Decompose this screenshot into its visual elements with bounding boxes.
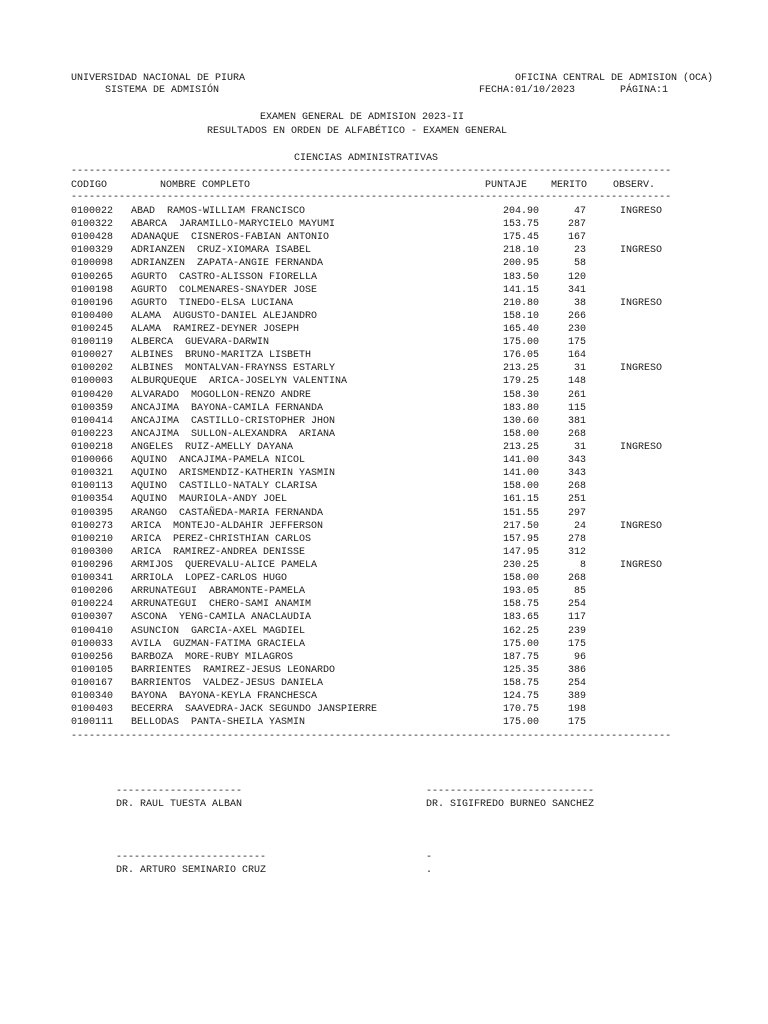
- cell-score: 158.00: [502, 481, 539, 493]
- cell-code: 0100033: [71, 638, 114, 650]
- office-name: OFICINA CENTRAL DE ADMISION (OCA): [515, 73, 714, 84]
- results-title: RESULTADOS EN ORDEN DE ALFABÉTICO - EXAMEN GENERAL: [207, 126, 508, 137]
- signature-line-3: -------------------------: [116, 852, 267, 863]
- cell-observation: INGRESO: [620, 297, 663, 309]
- cell-score: 213.25: [502, 363, 539, 375]
- cell-rank: 266: [567, 310, 586, 322]
- cell-name: ALBINES BRUNO-MARITZA LISBETH: [131, 350, 312, 362]
- cell-score: 141.15: [502, 284, 539, 296]
- cell-rank: 386: [567, 664, 586, 676]
- cell-score: 147.95: [502, 546, 539, 558]
- cell-name: BECERRA SAAVEDRA-JACK SEGUNDO JANSPIERRE: [131, 704, 378, 716]
- cell-observation: INGRESO: [620, 559, 663, 571]
- cell-name: ANCAJIMA BAYONA-CAMILA FERNANDA: [131, 402, 324, 414]
- cell-score: 157.95: [502, 533, 539, 545]
- cell-score: 187.75: [502, 651, 539, 663]
- system-name: SISTEMA DE ADMISIÓN: [105, 85, 220, 96]
- cell-rank: 117: [567, 612, 586, 624]
- table-row: [0, 559, 768, 572]
- cell-score: 158.75: [502, 599, 539, 611]
- cell-rank: 268: [567, 428, 586, 440]
- cell-score: 193.05: [502, 586, 539, 598]
- cell-code: 0100105: [71, 664, 114, 676]
- cell-rank: 341: [567, 284, 586, 296]
- cell-score: 175.00: [502, 337, 539, 349]
- cell-score: 158.00: [502, 573, 539, 585]
- cell-rank: 268: [567, 573, 586, 585]
- cell-rank: 47: [573, 206, 586, 217]
- cell-name: BAYONA BAYONA-KEYLA FRANCHESCA: [131, 691, 318, 703]
- column-rank-header: MERITO: [551, 180, 588, 191]
- cell-name: ALBERCA GUEVARA-DARWIN: [131, 337, 270, 349]
- cell-code: 0100196: [71, 297, 114, 309]
- cell-rank: 343: [567, 468, 586, 480]
- program-title: CIENCIAS ADMINISTRATIVAS: [294, 153, 439, 164]
- cell-score: 161.15: [502, 494, 539, 506]
- table-row: [0, 402, 768, 415]
- cell-rank: 343: [567, 455, 586, 467]
- cell-name: AQUINO MAURIOLA-ANDY JOEL: [131, 494, 288, 506]
- table-row: [0, 205, 768, 218]
- cell-rank: 389: [567, 691, 586, 703]
- cell-code: 0100273: [71, 520, 114, 532]
- cell-rank: 198: [567, 704, 586, 716]
- cell-score: 218.10: [502, 245, 539, 257]
- cell-score: 183.80: [502, 402, 539, 414]
- cell-rank: 381: [567, 415, 586, 427]
- cell-score: 158.10: [502, 310, 539, 322]
- table-row: [0, 467, 768, 480]
- cell-score: 141.00: [502, 468, 539, 480]
- cell-rank: 268: [567, 481, 586, 493]
- table-row: [0, 533, 768, 546]
- cell-code: 0100359: [71, 402, 114, 414]
- table-row: [0, 546, 768, 559]
- cell-name: ABAD RAMOS-WILLIAM FRANCISCO: [131, 206, 306, 217]
- table-row: [0, 257, 768, 270]
- table-row: [0, 362, 768, 375]
- cell-code: 0100223: [71, 428, 114, 440]
- cell-name: ARRUNATEGUI CHERO-SAMI ANAMIM: [131, 599, 312, 611]
- cell-name: ARMIJOS QUEREVALU-ALICE PAMELA: [131, 559, 318, 571]
- cell-rank: 278: [567, 533, 586, 545]
- cell-code: 0100265: [71, 271, 114, 283]
- column-score-header: PUNTAJE: [485, 180, 528, 191]
- cell-name: ANGELES RUIZ-AMELLY DAYANA: [131, 441, 294, 453]
- cell-name: AGURTO TINEDO-ELSA LUCIANA: [131, 297, 294, 309]
- table-row: [0, 598, 768, 611]
- signatory-4: .: [426, 865, 433, 876]
- cell-code: 0100167: [71, 677, 114, 689]
- cell-name: AQUINO ANCAJIMA-PAMELA NICOL: [131, 455, 306, 467]
- cell-score: 130.60: [502, 415, 539, 427]
- cell-score: 151.55: [502, 507, 539, 519]
- table-row: [0, 572, 768, 585]
- table-row: [0, 493, 768, 506]
- cell-code: 0100395: [71, 507, 114, 519]
- cell-observation: INGRESO: [620, 245, 663, 257]
- cell-name: AGURTO COLMENARES-SNAYDER JOSE: [131, 284, 318, 296]
- signatory-1: DR. RAUL TUESTA ALBAN: [116, 799, 243, 810]
- table-row: [0, 244, 768, 257]
- cell-code: 0100414: [71, 415, 114, 427]
- cell-code: 0100256: [71, 651, 114, 663]
- table-row: [0, 218, 768, 231]
- cell-code: 0100113: [71, 481, 114, 493]
- cell-rank: 297: [567, 507, 586, 519]
- cell-name: ASUNCION GARCIA-AXEL MAGDIEL: [131, 625, 306, 637]
- cell-code: 0100022: [71, 206, 114, 217]
- cell-name: ALAMA RAMIREZ-DEYNER JOSEPH: [131, 323, 300, 335]
- cell-name: BELLODAS PANTA-SHEILA YASMIN: [131, 717, 306, 729]
- cell-rank: 85: [573, 586, 586, 598]
- cell-rank: 175: [567, 638, 586, 650]
- report-date: FECHA:01/10/2023: [479, 85, 576, 96]
- cell-score: 204.90: [502, 206, 539, 217]
- cell-code: 0100066: [71, 455, 114, 467]
- cell-code: 0100206: [71, 586, 114, 598]
- cell-score: 170.75: [502, 704, 539, 716]
- cell-observation: INGRESO: [620, 363, 663, 375]
- header-rule-top: ----------------------------------------------------------------------------------------------------: [71, 166, 672, 177]
- cell-code: 0100307: [71, 612, 114, 624]
- cell-score: 165.40: [502, 323, 539, 335]
- cell-score: 176.05: [502, 350, 539, 362]
- page-number: PÁGINA:1: [620, 85, 669, 96]
- cell-name: BARRIENTES RAMIREZ-JESUS LEONARDO: [131, 664, 336, 676]
- signatory-3: DR. ARTURO SEMINARIO CRUZ: [116, 865, 267, 876]
- cell-rank: 230: [567, 323, 586, 335]
- table-row: [0, 480, 768, 493]
- cell-code: 0100428: [71, 232, 114, 244]
- cell-code: 0100420: [71, 389, 114, 401]
- cell-rank: 312: [567, 546, 586, 558]
- cell-code: 0100300: [71, 546, 114, 558]
- cell-rank: 254: [567, 677, 586, 689]
- cell-code: 0100321: [71, 468, 114, 480]
- cell-score: 213.25: [502, 441, 539, 453]
- cell-name: AVILA GUZMAN-FATIMA GRACIELA: [131, 638, 306, 650]
- header-rule-bottom: ----------------------------------------------------------------------------------------------------: [71, 192, 672, 203]
- cell-rank: 8: [579, 559, 586, 571]
- table-row: [0, 389, 768, 402]
- cell-rank: 167: [567, 232, 586, 244]
- cell-code: 0100400: [71, 310, 114, 322]
- cell-name: ARICA PEREZ-CHRISTHIAN CARLOS: [131, 533, 312, 545]
- cell-name: ALBURQUEQUE ARICA-JOSELYN VALENTINA: [131, 376, 348, 388]
- cell-code: 0100111: [71, 717, 114, 729]
- column-code-header: CODIGO: [71, 180, 108, 191]
- table-row: [0, 231, 768, 244]
- university-name: UNIVERSIDAD NACIONAL DE PIURA: [71, 73, 246, 84]
- cell-observation: INGRESO: [620, 206, 663, 217]
- cell-rank: 120: [567, 271, 586, 283]
- cell-code: 0100296: [71, 559, 114, 571]
- cell-rank: 148: [567, 376, 586, 388]
- table-row: [0, 625, 768, 638]
- cell-rank: 175: [567, 717, 586, 729]
- signature-line-1: ---------------------: [116, 786, 243, 797]
- table-row: [0, 375, 768, 388]
- table-row: [0, 271, 768, 284]
- cell-name: AQUINO CASTILLO-NATALY CLARISA: [131, 481, 318, 493]
- table-row: [0, 520, 768, 533]
- cell-name: BARBOZA MORE-RUBY MILAGROS: [131, 651, 294, 663]
- cell-name: ARRIOLA LOPEZ-CARLOS HUGO: [131, 573, 288, 585]
- cell-code: 0100003: [71, 376, 114, 388]
- results-table-body: [0, 205, 768, 729]
- table-row: [0, 611, 768, 624]
- cell-rank: 31: [573, 441, 586, 453]
- cell-score: 158.75: [502, 677, 539, 689]
- cell-code: 0100340: [71, 691, 114, 703]
- cell-name: ANCAJIMA CASTILLO-CRISTOPHER JHON: [131, 415, 336, 427]
- cell-score: 183.50: [502, 271, 539, 283]
- cell-name: ARICA RAMIREZ-ANDREA DENISSE: [131, 546, 306, 558]
- table-row: [0, 664, 768, 677]
- cell-rank: 164: [567, 350, 586, 362]
- cell-code: 0100410: [71, 625, 114, 637]
- table-row: [0, 716, 768, 729]
- cell-rank: 287: [567, 219, 586, 231]
- signatory-2: DR. SIGIFREDO BURNEO SANCHEZ: [426, 799, 595, 810]
- cell-name: ADANAQUE CISNEROS-FABIAN ANTONIO: [131, 232, 330, 244]
- table-rule-bottom: ----------------------------------------------------------------------------------------------------: [71, 731, 672, 742]
- cell-rank: 96: [573, 651, 586, 663]
- cell-rank: 251: [567, 494, 586, 506]
- cell-score: 210.80: [502, 297, 539, 309]
- cell-name: ABARCA JARAMILLO-MARYCIELO MAYUMI: [131, 219, 336, 231]
- table-row: [0, 651, 768, 664]
- cell-rank: 58: [573, 258, 586, 270]
- cell-name: ARICA MONTEJO-ALDAHIR JEFFERSON: [131, 520, 324, 532]
- cell-name: ANCAJIMA SULLON-ALEXANDRA ARIANA: [131, 428, 336, 440]
- cell-code: 0100198: [71, 284, 114, 296]
- table-row: [0, 415, 768, 428]
- table-row: [0, 690, 768, 703]
- cell-name: ADRIANZEN CRUZ-XIOMARA ISABEL: [131, 245, 312, 257]
- table-row: [0, 284, 768, 297]
- table-row: [0, 336, 768, 349]
- cell-rank: 24: [573, 520, 586, 532]
- cell-score: 158.30: [502, 389, 539, 401]
- cell-score: 158.00: [502, 428, 539, 440]
- cell-code: 0100341: [71, 573, 114, 585]
- exam-title: EXAMEN GENERAL DE ADMISION 2023-II: [260, 112, 465, 123]
- signature-line-2: ----------------------------: [426, 786, 595, 797]
- table-row: [0, 323, 768, 336]
- cell-rank: 261: [567, 389, 586, 401]
- cell-code: 0100329: [71, 245, 114, 257]
- cell-score: 179.25: [502, 376, 539, 388]
- cell-score: 125.35: [502, 664, 539, 676]
- table-row: [0, 441, 768, 454]
- cell-code: 0100403: [71, 704, 114, 716]
- cell-score: 124.75: [502, 691, 539, 703]
- table-row: [0, 297, 768, 310]
- table-row: [0, 349, 768, 362]
- column-name-header: NOMBRE COMPLETO: [160, 180, 251, 191]
- cell-observation: INGRESO: [620, 520, 663, 532]
- cell-code: 0100119: [71, 337, 114, 349]
- table-row: [0, 703, 768, 716]
- cell-rank: 175: [567, 337, 586, 349]
- cell-rank: 38: [573, 297, 586, 309]
- cell-code: 0100218: [71, 441, 114, 453]
- cell-rank: 23: [573, 245, 586, 257]
- cell-name: ADRIANZEN ZAPATA-ANGIE FERNANDA: [131, 258, 324, 270]
- cell-rank: 31: [573, 363, 586, 375]
- cell-score: 153.75: [502, 219, 539, 231]
- signature-line-4: -: [426, 852, 433, 863]
- cell-observation: INGRESO: [620, 441, 663, 453]
- cell-score: 200.95: [502, 258, 539, 270]
- cell-score: 183.65: [502, 612, 539, 624]
- cell-score: 175.45: [502, 232, 539, 244]
- cell-score: 230.25: [502, 559, 539, 571]
- table-row: [0, 585, 768, 598]
- cell-score: 162.25: [502, 625, 539, 637]
- cell-rank: 254: [567, 599, 586, 611]
- cell-score: 175.00: [502, 717, 539, 729]
- table-row: [0, 677, 768, 690]
- table-row: [0, 428, 768, 441]
- cell-code: 0100027: [71, 350, 114, 362]
- table-row: [0, 638, 768, 651]
- cell-code: 0100245: [71, 323, 114, 335]
- table-row: [0, 454, 768, 467]
- cell-name: ALAMA AUGUSTO-DANIEL ALEJANDRO: [131, 310, 318, 322]
- cell-name: ALVARADO MOGOLLON-RENZO ANDRE: [131, 389, 312, 401]
- cell-code: 0100098: [71, 258, 114, 270]
- cell-name: ALBINES MONTALVAN-FRAYNSS ESTARLY: [131, 363, 336, 375]
- cell-score: 175.00: [502, 638, 539, 650]
- cell-code: 0100322: [71, 219, 114, 231]
- cell-rank: 239: [567, 625, 586, 637]
- cell-name: AQUINO ARISMENDIZ-KATHERIN YASMIN: [131, 468, 336, 480]
- cell-name: BARRIENTOS VALDEZ-JESUS DANIELA: [131, 677, 324, 689]
- table-row: [0, 310, 768, 323]
- cell-code: 0100210: [71, 533, 114, 545]
- cell-name: ARRUNATEGUI ABRAMONTE-PAMELA: [131, 586, 306, 598]
- cell-name: ARANGO CASTAÑEDA-MARIA FERNANDA: [131, 507, 324, 519]
- cell-rank: 115: [567, 402, 586, 414]
- table-row: [0, 507, 768, 520]
- cell-code: 0100354: [71, 494, 114, 506]
- column-obs-header: OBSERV.: [613, 180, 656, 191]
- cell-name: AGURTO CASTRO-ALISSON FIORELLA: [131, 271, 318, 283]
- cell-score: 141.00: [502, 455, 539, 467]
- cell-code: 0100224: [71, 599, 114, 611]
- cell-code: 0100202: [71, 363, 114, 375]
- cell-score: 217.50: [502, 520, 539, 532]
- cell-name: ASCONA YENG-CAMILA ANACLAUDIA: [131, 612, 312, 624]
